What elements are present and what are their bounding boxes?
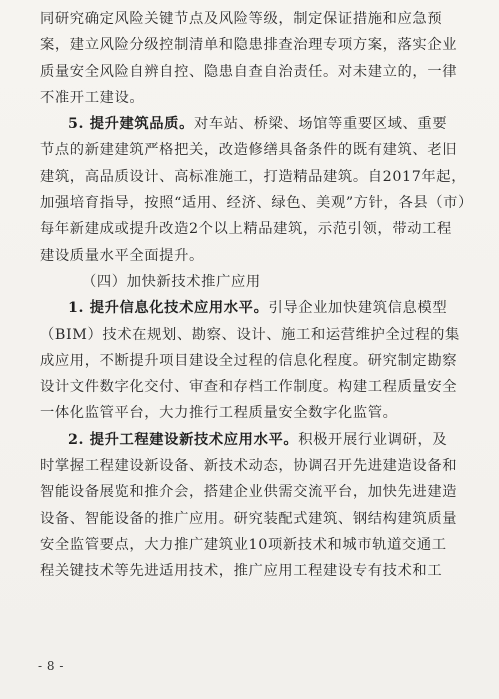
text-line: （BIM）技术在规划、勘察、设计、施工和运营维护全过程的集 [40,326,460,343]
text-line: 同研究确定风险关键节点及风险等级，制定保证措施和应急预 [40,11,443,27]
text-line: 设备、智能设备的推广应用。研究装配式建筑、钢结构建筑质量 [40,510,458,527]
text-line: 加强培育指导，按照“适用、经济、绿色、美观”方针，各县（市） [40,195,473,212]
document-body [40,6,473,585]
text-line: 建筑，高品质设计、高标准施工，打造精品建筑。自2017年起， [40,168,467,185]
section-5-label: 5. 提升建筑品质。 [68,116,194,133]
text-line: 每年新建成或提升改造2个以上精品建筑，示范引领，带动工程 [40,221,452,238]
item-2-label: 2. 提升工程建设新技术应用水平。 [68,431,299,448]
item-2-text: 积极开展行业调研，及 [298,431,448,448]
text-line: 案，建立风险分级控制清单和隐患排查治理专项方案，落实企业 [40,37,458,54]
item-1-label: 1. 提升信息化技术应用水平。 [68,300,269,317]
text-line: 节点的新建建筑严格把关，改造修缮具备条件的既有建筑、老旧 [40,142,458,159]
text-line: 时掌握工程建设新设备、新技术动态，协调召开先进建造设备和 [40,458,458,475]
item-1-text: 引导企业加快建筑信息模型 [268,300,448,317]
text-line: 程关键技术等先进适用技术，推广应用工程建设专有技术和工 [40,563,443,580]
paragraph-item-2 [40,427,466,453]
text-line: 不准开工建设。 [40,89,145,106]
section-heading-4: （四）加快新技术推广应用 [82,273,261,290]
text-line: 智能设备展览和推介会，搭建企业供需交流平台，加快先进建造 [40,484,458,501]
text-line: 成应用，不断提升项目建设全过程的信息化程度。研究制定勘察 [40,352,458,369]
text-line: 质量安全风险自辨自控、隐患自查自治责任。对未建立的，一律 [40,63,458,80]
paragraph-item-1 [40,295,466,321]
page-number: - 8 - [38,659,64,673]
paragraph-section-5 [40,111,466,137]
text-line: 设计文件数字化交付、审查和存档工作制度。构建工程质量安全 [40,379,458,396]
section-5-text: 对车站、桥梁、场馆等重要区域、重要 [193,116,448,133]
text-line: 安全监管要点，大力推广建筑业10项新技术和城市轨道交通工 [40,536,447,553]
text-line: 建设质量水平全面提升。 [40,247,204,264]
text-line: 一体化监管平台，大力推行工程质量安全数字化监管。 [40,405,398,422]
